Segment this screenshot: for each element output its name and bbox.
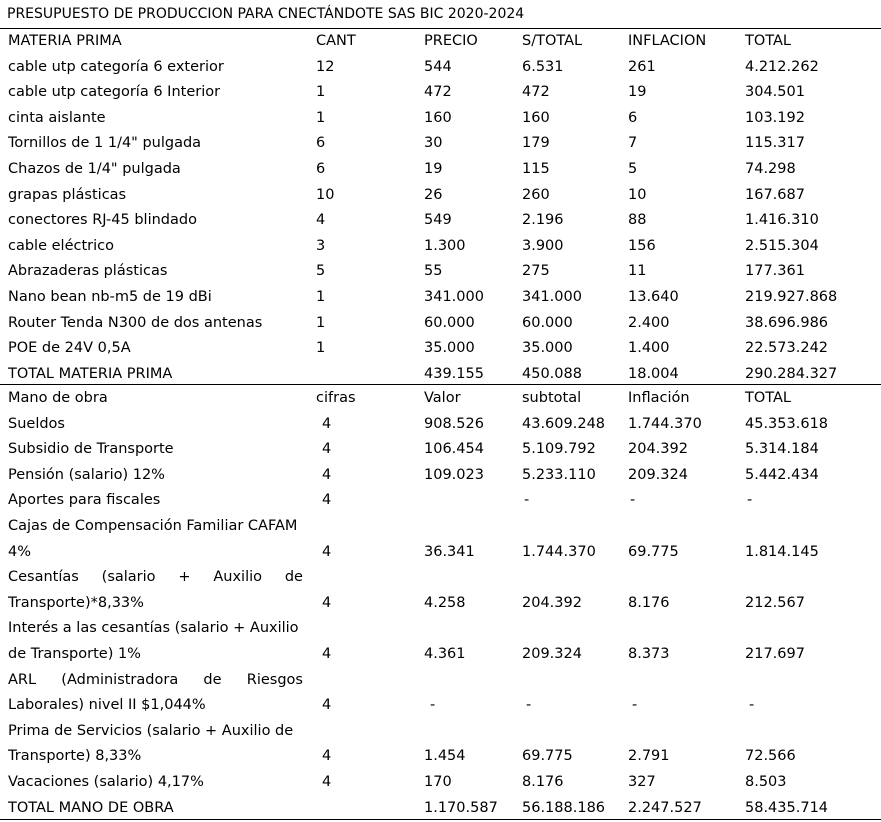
mano-row-line1 bbox=[0, 719, 881, 745]
cell-total: - bbox=[749, 697, 755, 714]
cell-subtotal: 179 bbox=[522, 135, 550, 152]
mano-row-line2 bbox=[0, 642, 881, 668]
cell-subtotal: 204.392 bbox=[522, 594, 582, 611]
cell-price: 1.454 bbox=[424, 748, 466, 765]
cell-item: Router Tenda N300 de dos antenas bbox=[8, 314, 263, 331]
cell-qty: cifras bbox=[316, 390, 356, 406]
materia-row bbox=[0, 157, 881, 183]
cell-item: Mano de obra bbox=[8, 390, 108, 406]
cell-inflation: 7 bbox=[628, 135, 638, 152]
mano-row-line2 bbox=[0, 591, 881, 617]
materia-row bbox=[0, 80, 881, 106]
cell-qty: 6 bbox=[316, 161, 326, 177]
cell-qty: 4 bbox=[322, 774, 332, 790]
cell-price: 4.361 bbox=[424, 646, 466, 662]
cell-item: grapas plásticas bbox=[8, 186, 127, 203]
cell-total: 22.573.242 bbox=[745, 340, 829, 357]
cell-total: 5.314.184 bbox=[745, 441, 819, 458]
cell-subtotal: 209.324 bbox=[522, 646, 582, 662]
cell-subtotal: 450.088 bbox=[522, 365, 582, 382]
cell-subtotal: 35.000 bbox=[522, 340, 573, 357]
cell-total: 8.503 bbox=[745, 774, 787, 790]
cell-total: 72.566 bbox=[745, 748, 796, 765]
cell-inflation: 156 bbox=[628, 237, 656, 254]
cell-total: TOTAL bbox=[745, 33, 791, 49]
cell-qty: 4 bbox=[322, 646, 332, 662]
cell-subtotal: 2.196 bbox=[522, 212, 564, 229]
cell-inflation: 1.744.370 bbox=[628, 415, 702, 432]
cell-item: Transporte)*8,33% bbox=[8, 594, 144, 611]
cell-total: 212.567 bbox=[745, 594, 805, 611]
cell-inflation: 327 bbox=[628, 774, 656, 790]
cell-item: 4% bbox=[8, 543, 32, 560]
cell-total: 167.687 bbox=[745, 186, 805, 203]
cell-subtotal: 8.176 bbox=[522, 774, 564, 790]
cell-price: 1.300 bbox=[424, 237, 466, 254]
cell-qty: 4 bbox=[322, 594, 332, 611]
cell-price: 60.000 bbox=[424, 314, 475, 331]
cell-item: Chazos de 1/4" pulgada bbox=[8, 161, 181, 177]
word: (Administradora bbox=[61, 671, 179, 688]
cell-total: 58.435.714 bbox=[745, 799, 829, 816]
materia-row bbox=[0, 106, 881, 132]
cell-inflation: 8.373 bbox=[628, 646, 670, 662]
cell-qty: 6 bbox=[316, 135, 326, 152]
cell-price: 109.023 bbox=[424, 466, 484, 483]
materia-row bbox=[0, 311, 881, 337]
cell-item: Abrazaderas plásticas bbox=[8, 263, 168, 280]
cell-item: Subsidio de Transporte bbox=[8, 441, 174, 458]
word: de bbox=[284, 569, 303, 586]
cell-qty: 4 bbox=[322, 466, 332, 483]
cell-inflation: 1.400 bbox=[628, 340, 670, 357]
cell-total: 304.501 bbox=[745, 84, 805, 101]
materia-row bbox=[0, 234, 881, 260]
cell-item: Pensión (salario) 12% bbox=[8, 466, 165, 483]
cell-total: 177.361 bbox=[745, 263, 805, 280]
cell-price: 439.155 bbox=[424, 365, 484, 382]
cell-qty: 12 bbox=[316, 58, 335, 75]
cell-price: Valor bbox=[424, 390, 461, 406]
cell-qty: 4 bbox=[322, 441, 332, 458]
cell-subtotal: 160 bbox=[522, 109, 550, 126]
cell-price: 55 bbox=[424, 263, 443, 280]
cell-item: Nano bean nb-m5 de 19 dBi bbox=[8, 289, 212, 305]
cell-item: Vacaciones (salario) 4,17% bbox=[8, 774, 204, 790]
cell-inflation: - bbox=[630, 492, 636, 509]
materia-row bbox=[0, 131, 881, 157]
cell-item: Cajas de Compensación Familiar CAFAM bbox=[8, 518, 298, 534]
mano-row-line1 bbox=[0, 616, 881, 642]
cell-qty: 4 bbox=[316, 212, 326, 229]
mano-row-line1 bbox=[0, 565, 881, 591]
cell-subtotal: 5.233.110 bbox=[522, 466, 596, 483]
word: Riesgos bbox=[246, 671, 303, 688]
cell-subtotal: 1.744.370 bbox=[522, 543, 596, 560]
cell-price: 19 bbox=[424, 161, 443, 177]
cell-qty: 1 bbox=[316, 340, 326, 357]
materia-row bbox=[0, 285, 881, 311]
mano-row-line2 bbox=[0, 693, 881, 719]
cell-total: 290.284.327 bbox=[745, 365, 838, 382]
cell-total: 38.696.986 bbox=[745, 314, 829, 331]
cell-price: PRECIO bbox=[424, 33, 478, 49]
word: (salario bbox=[101, 569, 156, 586]
cell-total: 1.814.145 bbox=[745, 543, 819, 560]
cell-item: Interés a las cesantías (salario + Auxilio bbox=[8, 620, 299, 637]
cell-inflation: 69.775 bbox=[628, 543, 679, 560]
cell-item: Tornillos de 1 1/4" pulgada bbox=[8, 135, 202, 152]
mano-header-row bbox=[0, 386, 881, 412]
cell-qty: 4 bbox=[322, 543, 332, 560]
mano-row-line1 bbox=[0, 514, 881, 540]
cell-inflation: 6 bbox=[628, 109, 638, 126]
materia-total-row bbox=[0, 362, 881, 388]
cell-inflation: 261 bbox=[628, 58, 656, 75]
cell-subtotal: 6.531 bbox=[522, 58, 564, 75]
cell-total: 2.515.304 bbox=[745, 237, 819, 254]
cell-subtotal: 5.109.792 bbox=[522, 441, 596, 458]
cell-qty: 5 bbox=[316, 263, 326, 280]
cell-item: MATERIA PRIMA bbox=[8, 33, 122, 49]
word: ARL bbox=[8, 671, 37, 688]
cell-qty: 1 bbox=[316, 314, 326, 331]
cell-item: Laborales) nivel II $1,044% bbox=[8, 697, 206, 714]
word: de bbox=[203, 671, 222, 688]
cell-item: TOTAL MANO DE OBRA bbox=[8, 799, 174, 816]
cell-price: 341.000 bbox=[424, 289, 484, 305]
cell-subtotal: S/TOTAL bbox=[522, 33, 583, 49]
cell-price: 106.454 bbox=[424, 441, 484, 458]
cell-inflation: 5 bbox=[628, 161, 638, 177]
cell-item: POE de 24V 0,5A bbox=[8, 340, 131, 357]
mano-row bbox=[0, 770, 881, 796]
materia-header-row bbox=[0, 29, 881, 55]
cell-price: 908.526 bbox=[424, 415, 484, 432]
cell-subtotal: - bbox=[524, 492, 530, 509]
sheet-title: PRESUPUESTO DE PRODUCCION PARA CNECTÁNDOTE SAS BIC 2020-2024 bbox=[7, 6, 525, 22]
cell-inflation: 10 bbox=[628, 186, 647, 203]
cell-item: cable utp categoría 6 Interior bbox=[8, 84, 221, 101]
cell-inflation: 2.400 bbox=[628, 314, 670, 331]
cell-inflation: INFLACION bbox=[628, 33, 707, 49]
cell-inflation: 13.640 bbox=[628, 289, 679, 305]
cell-price: 160 bbox=[424, 109, 452, 126]
cell-subtotal: subtotal bbox=[522, 390, 582, 406]
cell-total: 103.192 bbox=[745, 109, 805, 126]
cell-item: Prima de Servicios (salario + Auxilio de bbox=[8, 722, 294, 739]
cell-inflation: 19 bbox=[628, 84, 647, 101]
cell-price: 1.170.587 bbox=[424, 799, 498, 816]
cell-price: 26 bbox=[424, 186, 443, 203]
cell-qty: 4 bbox=[322, 415, 332, 432]
cell-qty: 4 bbox=[322, 492, 332, 509]
cell-item: Sueldos bbox=[8, 415, 65, 432]
cell-total: - bbox=[747, 492, 753, 509]
cell-item: cable utp categoría 6 exterior bbox=[8, 58, 224, 75]
cell-inflation: 11 bbox=[628, 263, 647, 280]
materia-row bbox=[0, 183, 881, 209]
mano-total-row bbox=[0, 796, 881, 822]
cell-total: 5.442.434 bbox=[745, 466, 819, 483]
cell-item-justified bbox=[8, 569, 303, 585]
cell-inflation: - bbox=[632, 697, 638, 714]
cell-subtotal: 341.000 bbox=[522, 289, 582, 305]
cell-inflation: Inflación bbox=[628, 390, 690, 406]
cell-qty: 4 bbox=[322, 748, 332, 765]
cell-qty: 10 bbox=[316, 186, 335, 203]
cell-item: Aportes para fiscales bbox=[8, 492, 161, 509]
cell-qty: 3 bbox=[316, 237, 326, 254]
cell-inflation: 18.004 bbox=[628, 365, 679, 382]
cell-inflation: 8.176 bbox=[628, 594, 670, 611]
cell-subtotal: 115 bbox=[522, 161, 550, 177]
cell-subtotal: 56.188.186 bbox=[522, 799, 606, 816]
cell-inflation: 209.324 bbox=[628, 466, 688, 483]
mano-row bbox=[0, 437, 881, 463]
word: Cesantías bbox=[8, 569, 79, 586]
cell-total: TOTAL bbox=[745, 390, 791, 406]
mano-row-line2 bbox=[0, 540, 881, 566]
cell-subtotal: 275 bbox=[522, 263, 550, 280]
cell-item: de Transporte) 1% bbox=[8, 646, 141, 662]
cell-total: 74.298 bbox=[745, 161, 796, 177]
cell-inflation: 2.791 bbox=[628, 748, 670, 765]
materia-row bbox=[0, 55, 881, 81]
cell-subtotal: 60.000 bbox=[522, 314, 573, 331]
cell-price: 4.258 bbox=[424, 594, 466, 611]
mano-row bbox=[0, 412, 881, 438]
cell-item: cable eléctrico bbox=[8, 237, 114, 254]
cell-item: Transporte) 8,33% bbox=[8, 748, 142, 765]
cell-qty: 1 bbox=[316, 289, 326, 305]
cell-qty: 1 bbox=[316, 84, 326, 101]
cell-inflation: 88 bbox=[628, 212, 647, 229]
cell-subtotal: 3.900 bbox=[522, 237, 564, 254]
cell-total: 217.697 bbox=[745, 646, 805, 662]
cell-price: 472 bbox=[424, 84, 452, 101]
cell-item-justified bbox=[8, 672, 303, 688]
materia-row bbox=[0, 208, 881, 234]
mano-row-line2 bbox=[0, 744, 881, 770]
cell-price: 549 bbox=[424, 212, 452, 229]
cell-subtotal: 472 bbox=[522, 84, 550, 101]
cell-total: 45.353.618 bbox=[745, 415, 829, 432]
cell-total: 115.317 bbox=[745, 135, 805, 152]
word: + bbox=[178, 569, 191, 586]
cell-qty: 4 bbox=[322, 697, 332, 714]
cell-item: TOTAL MATERIA PRIMA bbox=[8, 365, 173, 382]
cell-price: 35.000 bbox=[424, 340, 475, 357]
cell-price: 544 bbox=[424, 58, 452, 75]
cell-inflation: 204.392 bbox=[628, 441, 688, 458]
cell-price: - bbox=[430, 697, 436, 714]
mano-row bbox=[0, 463, 881, 489]
mano-row-line1 bbox=[0, 668, 881, 694]
cell-subtotal: 260 bbox=[522, 186, 550, 203]
cell-item: cinta aislante bbox=[8, 109, 106, 126]
cell-subtotal: 43.609.248 bbox=[522, 415, 606, 432]
cell-total: 219.927.868 bbox=[745, 289, 838, 305]
cell-inflation: 2.247.527 bbox=[628, 799, 702, 816]
cell-price: 170 bbox=[424, 774, 452, 790]
cell-qty: CANT bbox=[316, 33, 356, 49]
mano-row bbox=[0, 488, 881, 514]
materia-row bbox=[0, 336, 881, 362]
cell-total: 1.416.310 bbox=[745, 212, 819, 229]
cell-qty: 1 bbox=[316, 109, 326, 126]
word: Auxilio bbox=[213, 569, 263, 586]
cell-subtotal: - bbox=[526, 697, 532, 714]
cell-price: 36.341 bbox=[424, 543, 475, 560]
materia-row bbox=[0, 259, 881, 285]
cell-subtotal: 69.775 bbox=[522, 748, 573, 765]
cell-total: 4.212.262 bbox=[745, 58, 819, 75]
title-row bbox=[0, 0, 881, 29]
cell-price: 30 bbox=[424, 135, 443, 152]
cell-item: conectores RJ-45 blindado bbox=[8, 212, 197, 229]
